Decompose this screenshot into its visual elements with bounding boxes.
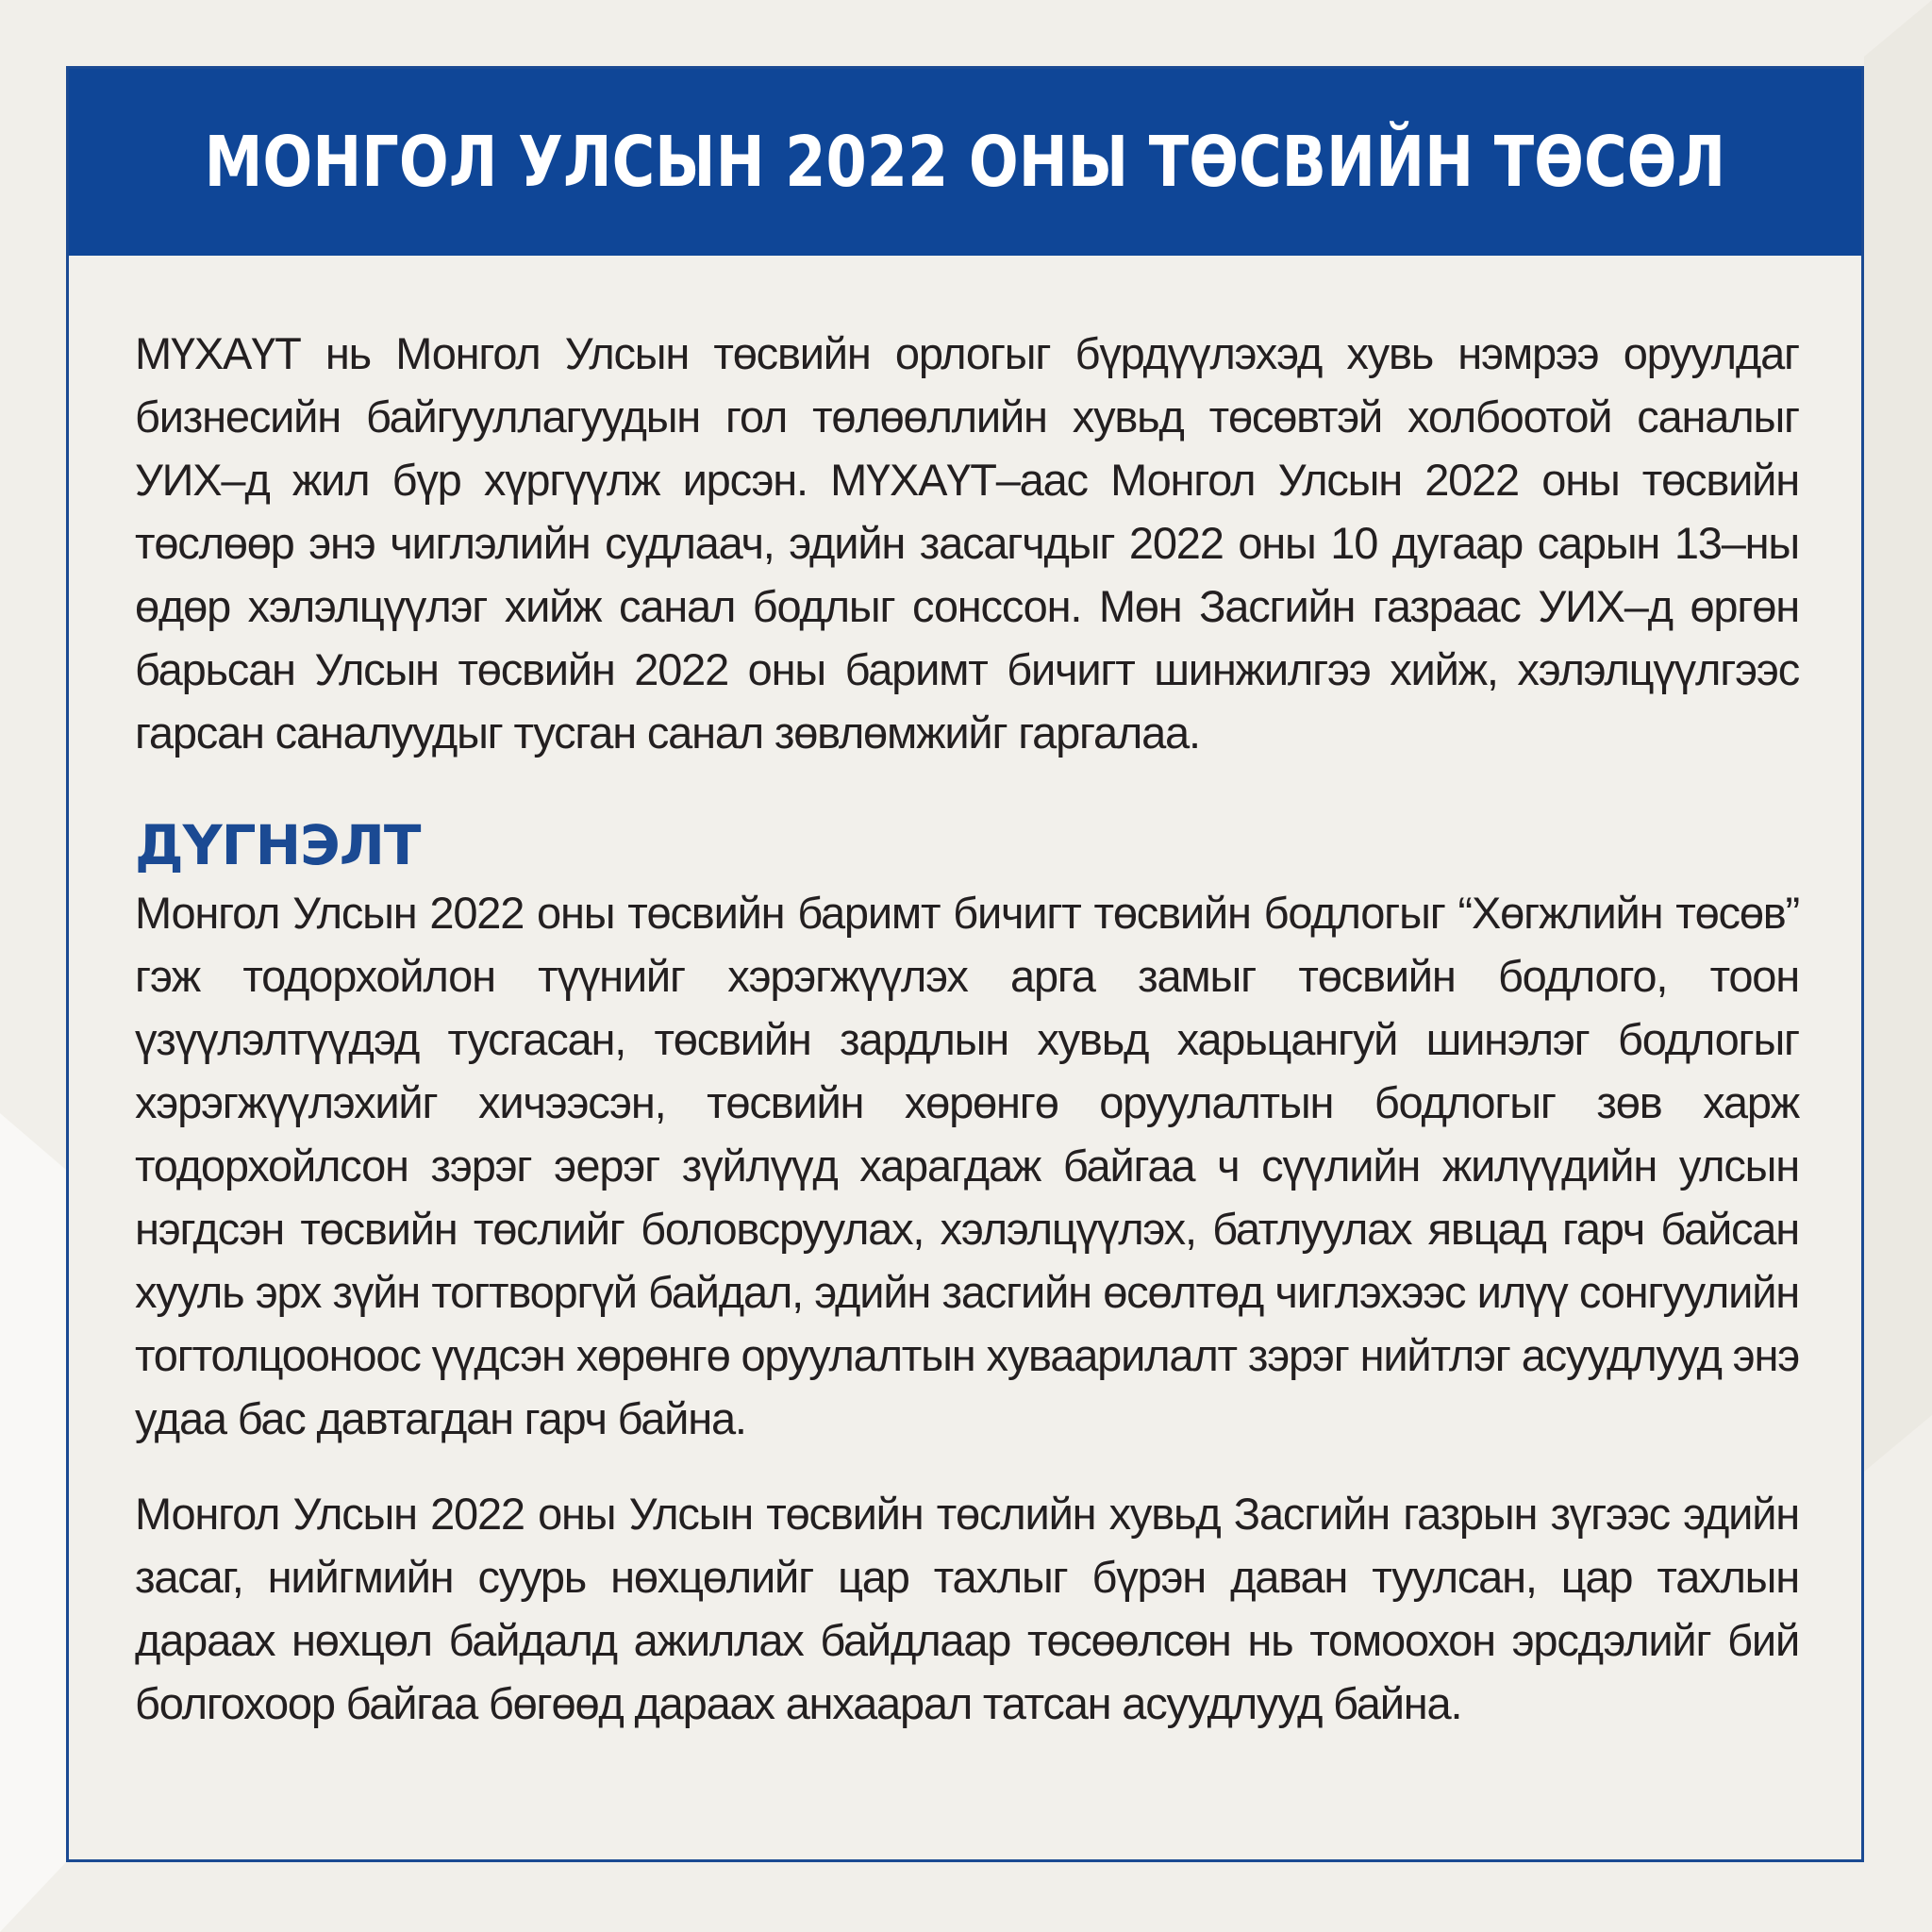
conclusion-paragraph-2: Монгол Улсын 2022 оны Улсын төсвийн төслийн хувьд Засгийн газрын зүгээс эдийн засаг, нийгмийн суурь нөхцөлийг цар тахлыг бүрэн даван туулсан, цар тахлын дараах нөхцөл байдалд ажиллах байдлаар төсөөлсөн нь томоохон эрсдэлийг бий болгохоор байгаа бөгөөд дараах анхаарал татсан асуудлууд байна. bbox=[135, 1489, 1799, 1728]
info-card bbox=[66, 66, 1864, 1862]
intro-paragraph: МҮХАҮТ нь Монгол Улсын төсвийн орлогыг бүрдүүлэхэд хувь нэмрээ оруулдаг бизнесийн байгууллагуудын гол төлөөллийн хувьд төсөвтэй холбоотой саналыг УИХ–д жил бүр хүргүүлж ирсэн. МҮХАҮТ–аас Монгол Улсын 2022 оны төсвийн төслөөр энэ чиглэлийн судлаач, эдийн засагчдыг 2022 оны 10 дугаар сарын 13–ны өдөр хэлэлцүүлэг хийж санал бодлыг сонссон. Мөн Засгийн газраас УИХ–д өргөн барьсан Улсын төсвийн 2022 оны баримт бичигт шинжилгээ хийж, хэлэлцүүлгээс гарсан саналуудыг тусган санал зөвлөмжийг гаргалаа. bbox=[135, 328, 1799, 758]
conclusion-paragraph-1: Монгол Улсын 2022 оны төсвийн баримт бичигт төсвийн бодлогыг “Хөгжлийн төсөв” гэж тодорхойлон түүнийг хэрэгжүүлэх арга замыг төсвийн бодлого, тоон үзүүлэлтүүдэд тусгасан, төсвийн зардлын хувьд харьцангуй шинэлэг бодлогыг хэрэгжүүлэхийг хичээсэн, төсвийн хөрөнгө оруулалтын бодлогыг зөв харж тодорхойлсон зэрэг эерэг зүйлүүд харагдаж байгаа ч сүүлийн жилүүдийн улсын нэгдсэн төсвийн төслийг боловсруулах, хэлэлцүүлэх, батлуулах явцад гарч байсан хууль эрх зүйн тогтворгүй байдал, эдийн засгийн өсөлтөд чиглэхээс илүү сонгуулийн тогтолцооноос үүдсэн хөрөнгө оруулалтын хуваарилалт зэрэг нийтлэг асуудлууд энэ удаа бас давтагдан гарч байна. bbox=[135, 888, 1799, 1443]
content-body bbox=[135, 322, 1799, 1735]
page-title: МОНГОЛ УЛСЫН 2022 ОНЫ ТӨСВИЙН ТӨСӨЛ bbox=[204, 122, 1726, 203]
header-banner bbox=[69, 69, 1861, 256]
section-heading: ДҮГНЭЛТ bbox=[135, 813, 421, 877]
